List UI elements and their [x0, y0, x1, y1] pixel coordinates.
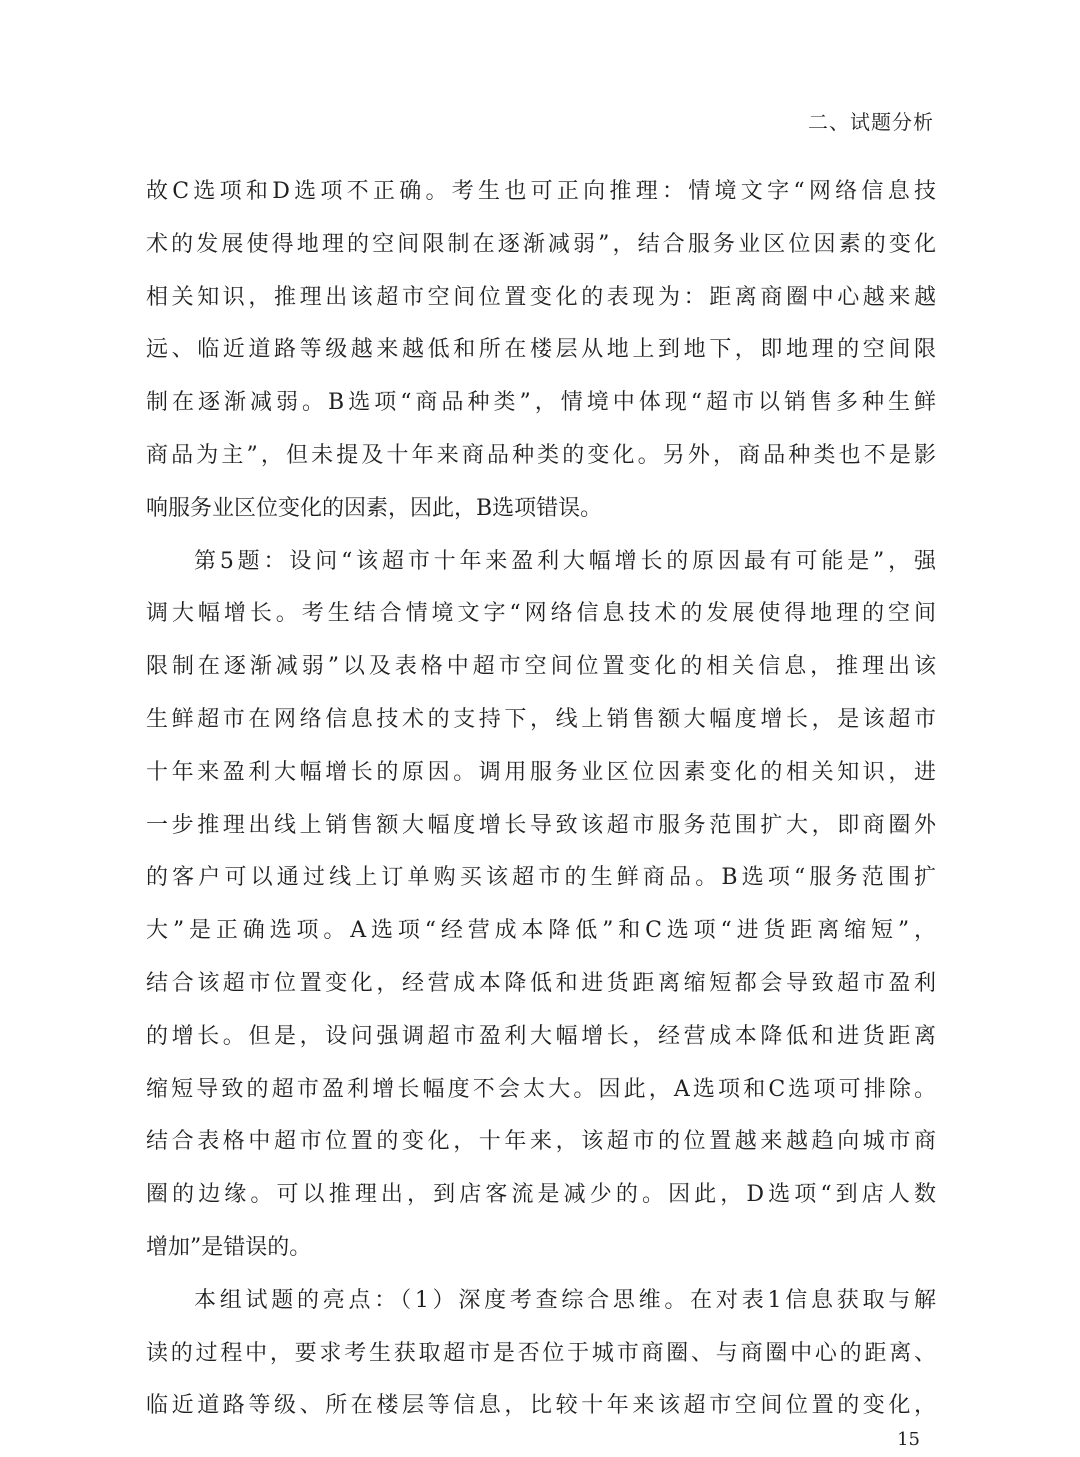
text-line: 制在逐渐减弱。B选项“商品种类”，情境中体现“超市以销售多种生鲜 [146, 390, 936, 416]
text-line: 十年来盈利大幅增长的原因。调用服务业区位因素变化的相关知识，进 [146, 759, 936, 785]
text-line: 远、临近道路等级越来越低和所在楼层从地上到地下，即地理的空间限 [146, 337, 936, 363]
text-line: 的客户可以通过线上订单购买该超市的生鲜商品。B选项“服务范围扩 [146, 865, 936, 891]
text-line: 增加”是错误的。 [146, 1234, 312, 1260]
text-line: 一步推理出线上销售额大幅度增长导致该超市服务范围扩大，即商圈外 [146, 812, 936, 838]
text-line: 故C选项和D选项不正确。考生也可正向推理：情境文字“网络信息技 [146, 179, 936, 204]
text-line: 调大幅增长。考生结合情境文字“网络信息技术的发展使得地理的空间 [146, 601, 936, 627]
text-line-indented: 第5题：设问“该超市十年来盈利大幅增长的原因最有可能是”，强 [194, 548, 936, 574]
text-line: 相关知识，推理出该超市空间位置变化的表现为：距离商圈中心越来越 [146, 284, 936, 310]
page-number: 15 [897, 1429, 920, 1450]
text-line: 圈的边缘。可以推理出，到店客流是减少的。因此，D选项“到店人数 [146, 1182, 936, 1208]
text-line: 的增长。但是，设问强调超市盈利大幅增长，经营成本降低和进货距离 [146, 1023, 936, 1049]
text-line: 响服务业区位变化的因素，因此，B选项错误。 [146, 495, 603, 521]
text-line: 术的发展使得地理的空间限制在逐渐减弱”，结合服务业区位因素的变化 [146, 231, 936, 257]
section-header: 二、试题分析 [808, 110, 934, 134]
text-line-indented: 本组试题的亮点：（1）深度考查综合思维。在对表1信息获取与解 [194, 1287, 936, 1313]
text-line: 结合该超市位置变化，经营成本降低和进货距离缩短都会导致超市盈利 [146, 970, 936, 996]
text-line: 限制在逐渐减弱”以及表格中超市空间位置变化的相关信息，推理出该 [146, 654, 936, 680]
text-line: 读的过程中，要求考生获取超市是否位于城市商圈、与商圈中心的距离、 [146, 1340, 936, 1366]
text-line: 结合表格中超市位置的变化，十年来，该超市的位置越来越趋向城市商 [146, 1129, 936, 1155]
text-line: 临近道路等级、所在楼层等信息，比较十年来该超市空间位置的变化， [146, 1393, 936, 1419]
text-line: 生鲜超市在网络信息技术的支持下，线上销售额大幅度增长，是该超市 [146, 706, 936, 732]
text-line: 缩短导致的超市盈利增长幅度不会太大。因此，A选项和C选项可排除。 [146, 1076, 936, 1102]
text-line: 大”是正确选项。A选项“经营成本降低”和C选项“进货距离缩短”， [146, 918, 936, 944]
text-line: 商品为主”，但未提及十年来商品种类的变化。另外，商品种类也不是影 [146, 442, 936, 468]
body-text [146, 166, 936, 1433]
